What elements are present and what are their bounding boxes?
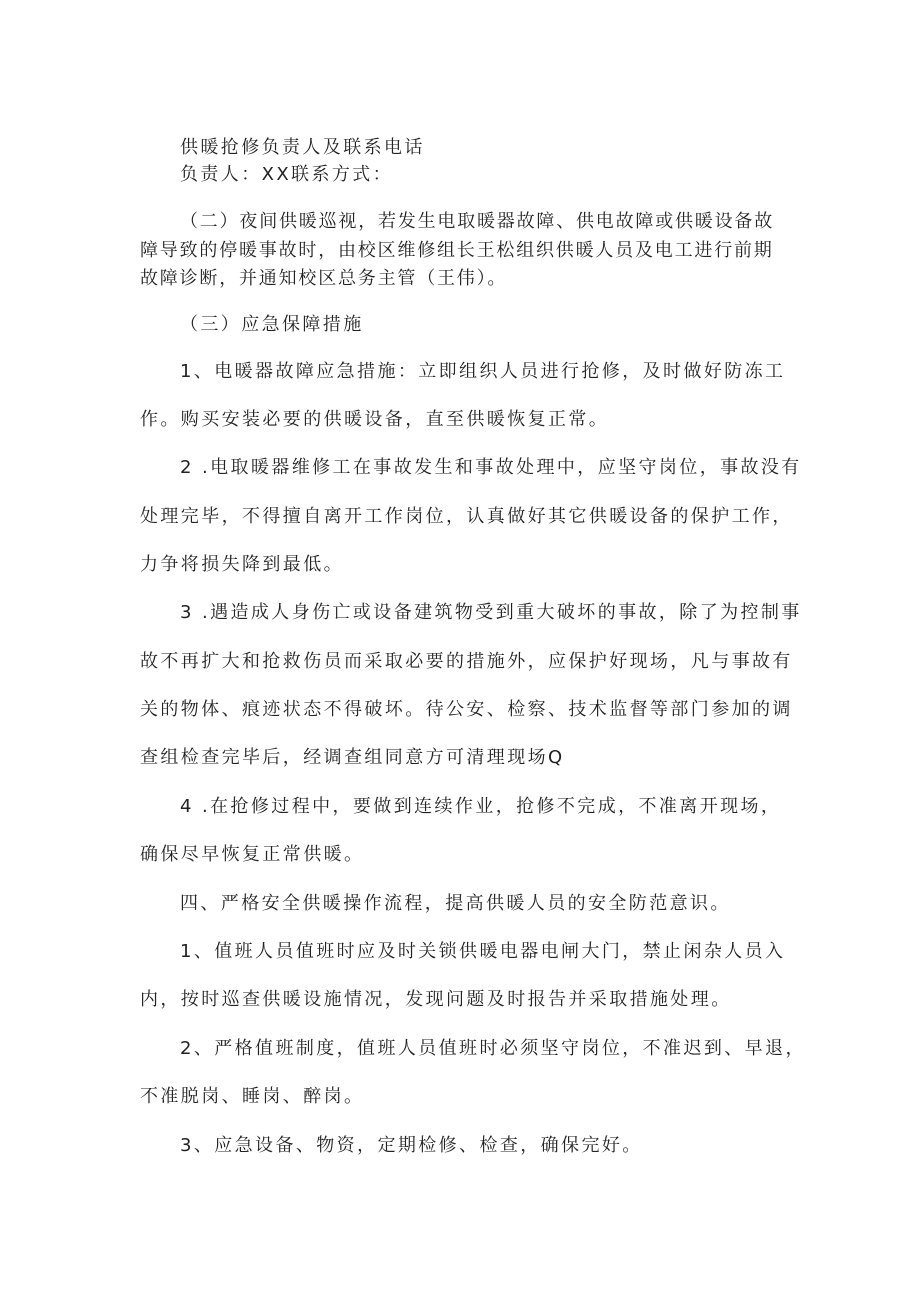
paragraph-line: 1、值班人员值班时应及时关锁供暖电器电闸大门，禁止闲杂人员入 <box>180 941 786 962</box>
paragraph-line: 关的物体、痕迹状态不得破坏。待公安、检察、技术监督等部门参加的调 <box>140 699 793 720</box>
paragraph-line: 处理完毕，不得擅自离开工作岗位，认真做好其它供暖设备的保护工作， <box>140 506 793 527</box>
paragraph-line: 不准脱岗、睡岗、醉岗。 <box>140 1086 365 1107</box>
paragraph-line: 3、应急设备、物资，定期检修、检查，确保完好。 <box>180 1135 643 1156</box>
section-heading: （三）应急保障措施 <box>180 314 364 335</box>
paragraph-line: 作。购买安装必要的供暖设备，直至供暖恢复正常。 <box>140 409 610 430</box>
paragraph-line: 3 .遇造成人身伤亡或设备建筑物受到重大破坏的事故，除了为控制事 <box>180 602 802 623</box>
paragraph-line: 1、电暖器故障应急措施：立即组织人员进行抢修，及时做好防冻工 <box>180 361 786 382</box>
paragraph-line: 障导致的停暖事故时，由校区维修组长王松组织供暖人员及电工进行前期 <box>140 240 774 261</box>
paragraph-line: 2、严格值班制度，值班人员值班时必须坚守岗位，不准迟到、早退， <box>180 1038 806 1059</box>
paragraph-line: 故障诊断，并通知校区总务主管（王伟）。 <box>140 268 508 289</box>
paragraph-line: 查组检查完毕后，经调查组同意方可清理现场Q <box>140 747 565 768</box>
section-heading: 四、严格安全供暖操作流程，提高供暖人员的安全防范意识。 <box>180 893 731 914</box>
paragraph-line: 确保尽早恢复正常供暖。 <box>140 844 365 865</box>
heading-contact: 供暖抢修负责人及联系电话 <box>180 137 425 158</box>
paragraph-line: 4 .在抢修过程中，要做到连续作业，抢修不完成，不准离开现场， <box>180 796 782 817</box>
paragraph-line: 故不再扩大和抢救伤员而采取必要的措施外，应保护好现场，凡与事故有 <box>140 651 793 672</box>
paragraph-line: （二）夜间供暖巡视，若发生电取暖器故障、供电故障或供暖设备故 <box>180 211 774 232</box>
paragraph-line: 力争将损失降到最低。 <box>140 554 344 575</box>
paragraph-line: 2 .电取暖器维修工在事故发生和事故处理中，应坚守岗位，事故没有 <box>180 457 802 478</box>
paragraph-line: 内，按时巡查供暖设施情况，发现问题及时报告并采取措施处理。 <box>140 989 732 1010</box>
contact-line: 负责人：XX联系方式： <box>180 164 394 185</box>
